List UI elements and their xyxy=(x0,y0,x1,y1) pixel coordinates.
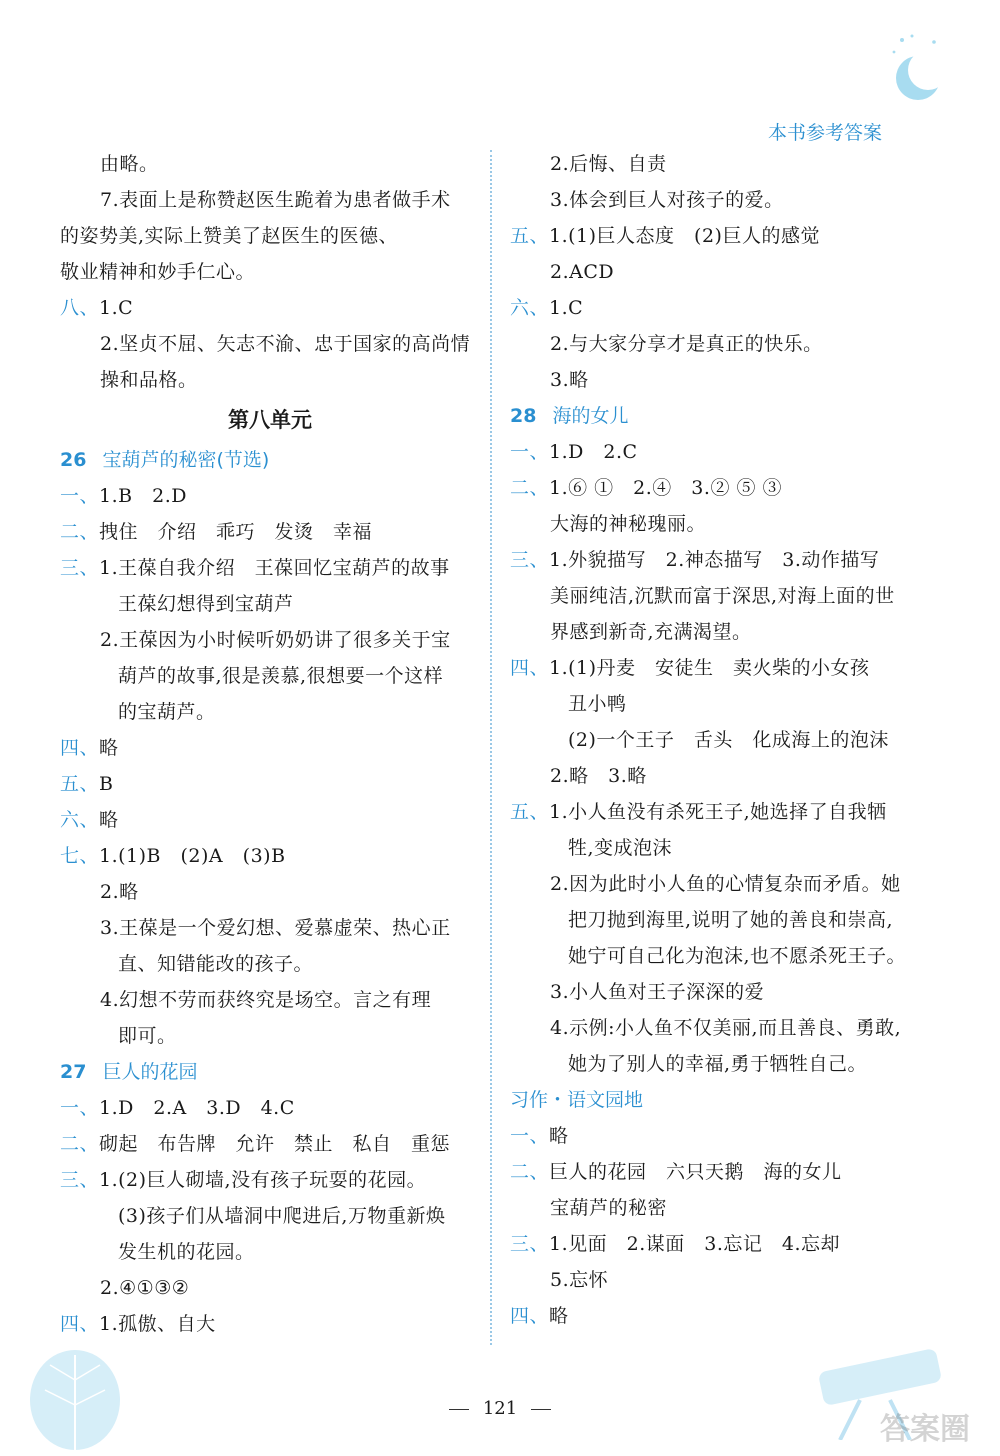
answer-text: 牲,变成泡沫 xyxy=(568,837,673,859)
answer-text: 1.⑥ ① 2.④ 3.② ⑤ ③ xyxy=(549,477,783,499)
answer-line xyxy=(510,902,930,938)
answer-line xyxy=(510,1190,930,1226)
answer-text: 略 xyxy=(99,737,119,759)
answer-text: 她宁可自己化为泡沫,也不愿杀死王子。 xyxy=(568,945,907,967)
answer-line xyxy=(60,586,480,622)
answer-line xyxy=(510,1262,930,1298)
answer-line xyxy=(510,470,930,506)
answer-text: 王葆幻想得到宝葫芦 xyxy=(118,593,294,615)
answer-text: 1.(1)丹麦 安徒生 卖火柴的小女孩 xyxy=(549,657,870,679)
left-column xyxy=(60,146,480,1342)
answer-text: 3.略 xyxy=(550,369,589,391)
answer-text: 3.体会到巨人对孩子的爱。 xyxy=(550,189,784,211)
answer-text: 的姿势美,实际上赞美了赵医生的医德、 xyxy=(60,225,399,247)
answer-line xyxy=(510,182,930,218)
lesson-28-answers xyxy=(510,434,930,1082)
answer-line xyxy=(510,506,930,542)
answer-line xyxy=(60,910,480,946)
answer-line xyxy=(60,946,480,982)
question-marker: 二、 xyxy=(60,1133,100,1155)
question-marker: 四、 xyxy=(510,657,550,679)
answer-text: 2.略 xyxy=(100,881,139,903)
answer-line xyxy=(60,326,480,362)
answer-text: 的宝葫芦。 xyxy=(118,701,216,723)
writing-section-answers xyxy=(510,1118,930,1334)
right-column xyxy=(510,146,930,1334)
answer-line xyxy=(60,182,480,218)
answer-text: 略 xyxy=(549,1305,569,1327)
answer-text: 2.王葆因为小时候听奶奶讲了很多关于宝 xyxy=(100,629,451,651)
section-title-writing: 习作・语文园地 xyxy=(510,1089,644,1111)
left-top-answers xyxy=(60,146,480,398)
answer-line xyxy=(60,1090,480,1126)
answer-line xyxy=(60,766,480,802)
page-number: 121 xyxy=(0,1398,1000,1419)
question-marker: 五、 xyxy=(510,801,550,823)
answer-text: 1.外貌描写 2.神态描写 3.动作描写 xyxy=(549,549,880,571)
answer-text: 略 xyxy=(549,1125,569,1147)
answer-text: 2.ACD xyxy=(550,261,615,283)
lesson-title-26: 26 宝葫芦的秘密(节选) xyxy=(60,449,270,471)
question-marker: 六、 xyxy=(60,809,100,831)
answer-line xyxy=(60,1198,480,1234)
answer-text: 砌起 布告牌 允许 禁止 私自 重惩 xyxy=(99,1133,451,1155)
answer-line xyxy=(60,802,480,838)
answer-text: B xyxy=(99,773,114,795)
answer-line xyxy=(60,218,480,254)
answer-line xyxy=(60,362,480,398)
answer-text: 2.与大家分享才是真正的快乐。 xyxy=(550,333,823,355)
answer-line xyxy=(60,838,480,874)
leaf-decoration xyxy=(20,1340,130,1454)
column-divider xyxy=(490,150,492,1345)
answer-line xyxy=(60,1018,480,1054)
answer-line xyxy=(510,1010,930,1046)
answer-line xyxy=(60,694,480,730)
answer-text: 5.忘怀 xyxy=(550,1269,609,1291)
answer-line xyxy=(60,1126,480,1162)
answer-text: 拽住 介绍 乖巧 发烫 幸福 xyxy=(99,521,373,543)
question-marker: 二、 xyxy=(510,477,550,499)
answer-line xyxy=(60,254,480,290)
watermark-logo: 答案圈 xyxy=(880,1412,970,1447)
answer-line xyxy=(60,478,480,514)
answer-text: 发生机的花园。 xyxy=(118,1241,255,1263)
answer-line xyxy=(510,938,930,974)
answer-line xyxy=(510,650,930,686)
question-marker: 四、 xyxy=(510,1305,550,1327)
question-marker: 一、 xyxy=(60,1097,100,1119)
answer-text: 由略。 xyxy=(100,153,159,175)
page-header: 本书参考答案 xyxy=(767,122,882,144)
answer-text: 即可。 xyxy=(118,1025,177,1047)
answer-line xyxy=(510,1298,930,1334)
answer-line xyxy=(60,730,480,766)
lesson-title-27: 27 巨人的花园 xyxy=(60,1061,198,1083)
lesson-27-answers xyxy=(60,1090,480,1342)
unit-heading: 第八单元 xyxy=(228,408,312,432)
question-marker: 五、 xyxy=(510,225,550,247)
answer-text: 操和品格。 xyxy=(100,369,198,391)
answer-line xyxy=(60,1270,480,1306)
answer-line xyxy=(510,542,930,578)
lesson-26-answers xyxy=(60,478,480,1054)
answer-text: 1.B 2.D xyxy=(99,485,187,507)
answer-text: 直、知错能改的孩子。 xyxy=(118,953,314,975)
answer-line xyxy=(510,434,930,470)
answer-text: 2.后悔、自责 xyxy=(550,153,667,175)
answer-line xyxy=(510,614,930,650)
question-marker: 三、 xyxy=(510,549,550,571)
answer-line xyxy=(60,874,480,910)
question-marker: 一、 xyxy=(510,1125,550,1147)
answer-line xyxy=(60,1306,480,1342)
answer-line xyxy=(510,1118,930,1154)
question-marker: 一、 xyxy=(60,485,100,507)
answer-text: 把刀抛到海里,说明了她的善良和崇高, xyxy=(568,909,894,931)
moon-decoration xyxy=(882,30,952,114)
answer-line xyxy=(60,550,480,586)
answer-text: 1.(1)B (2)A (3)B xyxy=(99,845,286,867)
lesson-title-28: 28 海的女儿 xyxy=(510,405,629,427)
question-marker: 四、 xyxy=(60,1313,100,1335)
answer-text: (3)孩子们从墙洞中爬进后,万物重新焕 xyxy=(118,1205,446,1227)
question-marker: 五、 xyxy=(60,773,100,795)
answer-text: 丑小鸭 xyxy=(568,693,627,715)
answer-text: 敬业精神和妙手仁心。 xyxy=(60,261,256,283)
answer-text: 1.D 2.C xyxy=(549,441,638,463)
answer-text: 7.表面上是称赞赵医生跪着为患者做手术 xyxy=(100,189,451,211)
answer-text: 2.坚贞不屈、矢志不渝、忠于国家的高尚情 xyxy=(100,333,471,355)
answer-line xyxy=(510,974,930,1010)
answer-text: 美丽纯洁,沉默而富于深思,对海上面的世 xyxy=(550,585,895,607)
right-top-answers xyxy=(510,146,930,398)
answer-line xyxy=(60,1234,480,1270)
answer-text: 2.因为此时小人鱼的心情复杂而矛盾。她 xyxy=(550,873,901,895)
answer-line xyxy=(60,622,480,658)
answer-line xyxy=(510,290,930,326)
answer-line xyxy=(60,1162,480,1198)
answer-line xyxy=(510,218,930,254)
answer-text: 1.D 2.A 3.D 4.C xyxy=(99,1097,295,1119)
answer-line xyxy=(510,326,930,362)
question-marker: 三、 xyxy=(60,557,100,579)
answer-line xyxy=(510,146,930,182)
answer-line xyxy=(60,146,480,182)
answer-line xyxy=(510,254,930,290)
answer-line xyxy=(510,1154,930,1190)
answer-line xyxy=(510,758,930,794)
answer-text: 1.(2)巨人砌墙,没有孩子玩耍的花园。 xyxy=(99,1169,427,1191)
answer-text: 大海的神秘瑰丽。 xyxy=(550,513,707,535)
answer-text: 1.C xyxy=(549,297,584,319)
answer-line xyxy=(510,722,930,758)
answer-text: 4.示例:小人鱼不仅美丽,而且善良、勇敢, xyxy=(550,1017,902,1039)
answer-line xyxy=(510,866,930,902)
answer-text: 她为了别人的幸福,勇于牺牲自己。 xyxy=(568,1053,868,1075)
question-marker: 八、 xyxy=(60,297,100,319)
answer-text: 1.C xyxy=(99,297,134,319)
answer-text: 1.见面 2.谋面 3.忘记 4.忘却 xyxy=(549,1233,841,1255)
question-marker: 六、 xyxy=(510,297,550,319)
answer-line xyxy=(60,514,480,550)
answer-text: 3.小人鱼对王子深深的爱 xyxy=(550,981,765,1003)
answer-line xyxy=(510,830,930,866)
answer-line xyxy=(510,794,930,830)
question-marker: 一、 xyxy=(510,441,550,463)
answer-text: 1.(1)巨人态度 (2)巨人的感觉 xyxy=(549,225,820,247)
answer-text: 2.略 3.略 xyxy=(550,765,647,787)
answer-text: 宝葫芦的秘密 xyxy=(550,1197,668,1219)
answer-line xyxy=(510,1226,930,1262)
answer-text: (2)一个王子 舌头 化成海上的泡沫 xyxy=(568,729,889,751)
question-marker: 四、 xyxy=(60,737,100,759)
answer-text: 界感到新奇,充满渴望。 xyxy=(550,621,752,643)
answer-text: 1.王葆自我介绍 王葆回忆宝葫芦的故事 xyxy=(99,557,450,579)
answer-line xyxy=(510,362,930,398)
question-marker: 二、 xyxy=(60,521,100,543)
answer-text: 巨人的花园 六只天鹅 海的女儿 xyxy=(549,1161,842,1183)
answer-text: 1.孤傲、自大 xyxy=(99,1313,216,1335)
answer-text: 3.王葆是一个爱幻想、爱慕虚荣、热心正 xyxy=(100,917,451,939)
answer-text: 葫芦的故事,很是羡慕,很想要一个这样 xyxy=(118,665,444,687)
question-marker: 二、 xyxy=(510,1161,550,1183)
answer-line xyxy=(510,686,930,722)
answer-line xyxy=(60,290,480,326)
question-marker: 七、 xyxy=(60,845,100,867)
answer-text: 1.小人鱼没有杀死王子,她选择了自我牺 xyxy=(549,801,887,823)
answer-text: 4.幻想不劳而获终究是场空。言之有理 xyxy=(100,989,432,1011)
answer-text: 略 xyxy=(99,809,119,831)
answer-line xyxy=(60,658,480,694)
answer-text: 2.④①③② xyxy=(100,1277,190,1299)
answer-line xyxy=(60,982,480,1018)
answer-line xyxy=(510,1046,930,1082)
question-marker: 三、 xyxy=(510,1233,550,1255)
question-marker: 三、 xyxy=(60,1169,100,1191)
answer-line xyxy=(510,578,930,614)
